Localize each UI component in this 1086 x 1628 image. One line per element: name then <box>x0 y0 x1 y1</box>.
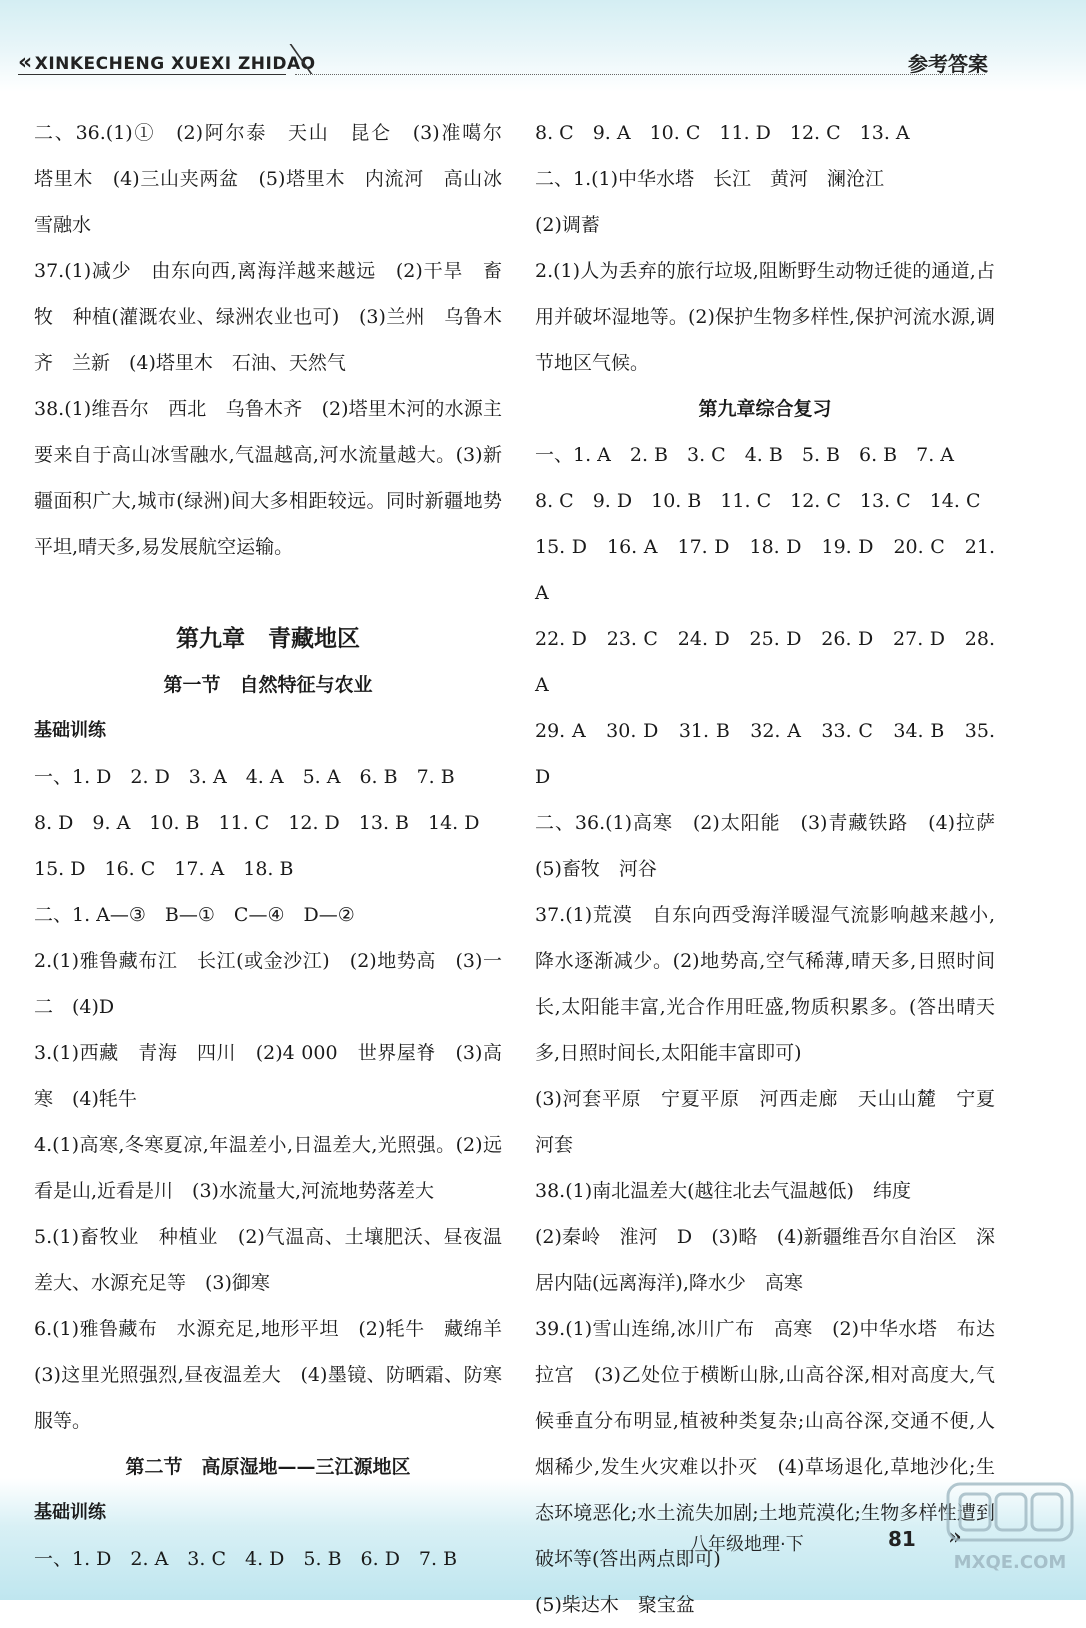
answer-line: 二、1.(1)中华水塔 长江 黄河 澜沧江 <box>535 168 885 190</box>
series-title-text: XINKECHENG XUEXI ZHIDAO <box>34 54 316 74</box>
answer-line: 3.(1)西藏 青海 四川 (2)4 000 世界屋脊 (3)高寒 (4)牦牛 <box>34 1042 502 1110</box>
answer-line: (2)调蓄 <box>535 214 600 236</box>
answer-line: 6.(1)雅鲁藏布 水源充足,地形平坦 (2)牦牛 藏绵羊 (3)这里光照强烈,昼夜温差大 (4)墨镜、防晒霜、防寒服等。 <box>34 1318 522 1432</box>
answer-line: 37.(1)荒漠 自东向西受海洋暖湿气流影响越来越小,降水逐渐减少。(2)地势高,空气稀薄,晴天多,日照时间长,太阳能丰富,光合作用旺盛,物质积累多。(答出晴天多,日照时间长,太阳能丰富即可) <box>535 904 995 1064</box>
answer-line: (5)柴达木 聚宝盆 <box>535 1594 695 1616</box>
answer-line: 15. D 16. C 17. A 18. B <box>34 858 294 880</box>
answer-line: 二、36.(1)① (2)阿尔泰 天山 昆仑 (3)准噶尔 塔里木 (4)三山夹两盆 (5)塔里木 内流河 高山冰雪融水 <box>34 122 522 236</box>
answer-line: 8. C 9. D 10. B 11. C 12. C 13. C 14. C <box>535 490 981 512</box>
answer-line: 一、1. A 2. B 3. C 4. B 5. B 6. B 7. A <box>535 444 955 466</box>
watermark-logo <box>940 1470 1080 1590</box>
chapter-title: 第九章 青藏地区 <box>176 625 360 652</box>
left-column <box>34 110 522 1582</box>
answer-line: (2)秦岭 淮河 D (3)略 (4)新疆维吾尔自治区 深居内陆(远离海洋),降水少 高寒 <box>535 1226 995 1294</box>
answer-line: 二、1. A—③ B—① C—④ D—② <box>34 904 355 926</box>
section-heading: 第二节 高原湿地——三江源地区 <box>125 1456 411 1478</box>
answer-line: (3)河套平原 宁夏平原 河西走廊 天山山麓 宁夏 河套 <box>535 1088 1015 1156</box>
answer-line: 38.(1)维吾尔 西北 乌鲁木齐 (2)塔里木河的水源主要来自于高山冰雪融水,气温越高,河水流量越大。(3)新疆面积广大,城市(绿洲)间大多相距较远。同时新疆地势平坦,晴天多,易发展航空运输。 <box>34 398 502 558</box>
subsection-label: 基础训练 <box>34 1502 106 1523</box>
answer-line: 二、36.(1)高寒 (2)太阳能 (3)青藏铁路 (4)拉萨 (5)畜牧 河谷 <box>535 812 1015 880</box>
answer-line: 5.(1)畜牧业 种植业 (2)气温高、土壤肥沃、昼夜温差大、水源充足等 (3)御寒 <box>34 1226 502 1294</box>
section-heading: 第一节 自然特征与农业 <box>163 674 373 696</box>
answer-line: 4.(1)高寒,冬寒夏凉,年温差小,日温差大,光照强。(2)远看是山,近看是川 (3)水流量大,河流地势落差大 <box>34 1134 502 1202</box>
header-rule-dotted <box>295 74 985 75</box>
header-decorative-band <box>0 0 1086 92</box>
double-chevron-left-icon: « <box>18 50 33 75</box>
series-title <box>18 50 316 75</box>
answer-line: 37.(1)减少 由东向西,离海洋越来越远 (2)干旱 畜牧 种植(灌溉农业、绿洲农业也可) (3)兰州 乌鲁木齐 兰新 (4)塔里木 石油、天然气 <box>34 260 502 374</box>
section-heading: 第九章综合复习 <box>698 398 832 420</box>
subsection-label: 基础训练 <box>34 720 106 741</box>
watermark-site: MXQE.COM <box>953 1552 1067 1573</box>
answer-line: 8. D 9. A 10. B 11. C 12. D 13. B 14. D <box>34 812 480 834</box>
answer-line: 22. D 23. C 24. D 25. D 26. D 27. D 28. A <box>535 628 995 696</box>
answer-line: 15. D 16. A 17. D 18. D 19. D 20. C 21. A <box>535 536 995 604</box>
header-rule-left <box>18 74 286 75</box>
page-number: 81 <box>888 1527 916 1551</box>
answer-line: 8. C 9. A 10. C 11. D 12. C 13. A <box>535 122 910 144</box>
answer-line: 2.(1)人为丢弃的旅行垃圾,阻断野生动物迁徙的通道,占用并破坏湿地等。(2)保护生物多样性,保护河流水源,调节地区气候。 <box>535 260 995 374</box>
answer-line: 38.(1)南北温差大(越往北去气温越低) 纬度 <box>535 1180 911 1202</box>
book-label: 八年级地理·下 <box>690 1534 804 1555</box>
answer-line: 39.(1)雪山连绵,冰川广布 高寒 (2)中华水塔 布达拉宫 (3)乙处位于横断山脉,山高谷深,相对高度大,气候垂直分布明显,植被种类复杂;山高谷深,交通不便,人烟稀少,发生火灾难以扑灭 (4)草场退化,草地沙化;生态环境恶化;水土流失加剧;土地荒漠化;生物多样性遭到破坏等(答出两点即可) <box>535 1318 995 1570</box>
double-chevron-right-icon: » <box>948 1524 962 1550</box>
answer-line: 29. A 30. D 31. B 32. A 33. C 34. B 35. D <box>535 720 995 788</box>
answer-line: 2.(1)雅鲁藏布江 长江(或金沙江) (2)地势高 (3)一 二 (4)D <box>34 950 522 1018</box>
answer-line: 一、1. D 2. A 3. C 4. D 5. B 6. D 7. B <box>34 1548 458 1570</box>
section-title: 参考答案 <box>908 52 988 76</box>
answer-line: 一、1. D 2. D 3. A 4. A 5. A 6. B 7. B <box>34 766 455 788</box>
